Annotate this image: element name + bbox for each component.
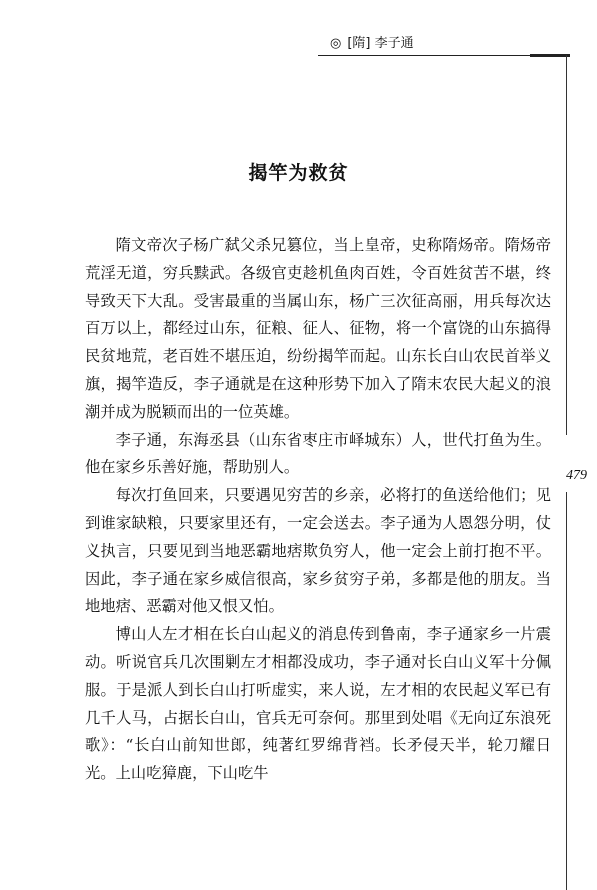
- side-rule-top: [566, 55, 567, 435]
- body-text: [85, 232, 551, 788]
- paragraph: 每次打鱼回来，只要遇见穷苦的乡亲，必将打的鱼送给他们；见到谁家缺粮，只要家里还有，一定会送去。李子通为人恩怨分明，仗义执言，只要见到当地恶霸地痞欺负穷人，他一定会上前打抱不平。因此，李子通在家乡威信很高，家乡贫穷子弟，多都是他的朋友。当地地痞、恶霸对他又恨又怕。: [85, 486, 551, 616]
- paragraph: 博山人左才相在长白山起义的消息传到鲁南，李子通家乡一片震动。听说官兵几次围剿左才相都没成功，李子通对长白山义军十分佩服。于是派人到长白山打听虚实，来人说，左才相的农民起义军已有几千人马，占据长白山，官兵无可奈何。那里到处唱《无向辽东浪死歌》：“长白山前知世郎，纯著红罗绵背裆。长矛侵天半，轮刀耀日光。上山吃獐鹿，下山吃牛: [85, 625, 551, 783]
- header-circle-icon: ◎: [330, 36, 342, 51]
- header-text: [隋] 李子通: [347, 36, 414, 51]
- paragraph: 李子通，东海丞县（山东省枣庄市峄城东）人，世代打鱼为生。他在家乡乐善好施，帮助别人。: [85, 430, 551, 477]
- header-rule-accent: [530, 54, 570, 57]
- paragraph: 隋文帝次子杨广弑父杀兄篡位，当上皇帝，史称隋炀帝。隋炀帝荒淫无道，穷兵黩武。各级官吏趁机鱼肉百姓，令百姓贫苦不堪，终导致天下大乱。受害最重的当属山东，杨广三次征高丽，用兵每次达百万以上，都经过山东，征粮、征人、征物，将一个富饶的山东搞得民贫地荒，老百姓不堪压迫，纷纷揭竿而起。山东长白山农民首举义旗，揭竿造反，李子通就是在这种形势下加入了隋末农民大起义的浪潮并成为脱颖而出的一位英雄。: [85, 236, 551, 421]
- side-rule-bottom: [566, 492, 567, 890]
- chapter-title: 揭竿为救贫: [248, 162, 349, 184]
- page-number: 479: [566, 468, 587, 483]
- running-header: [330, 32, 414, 51]
